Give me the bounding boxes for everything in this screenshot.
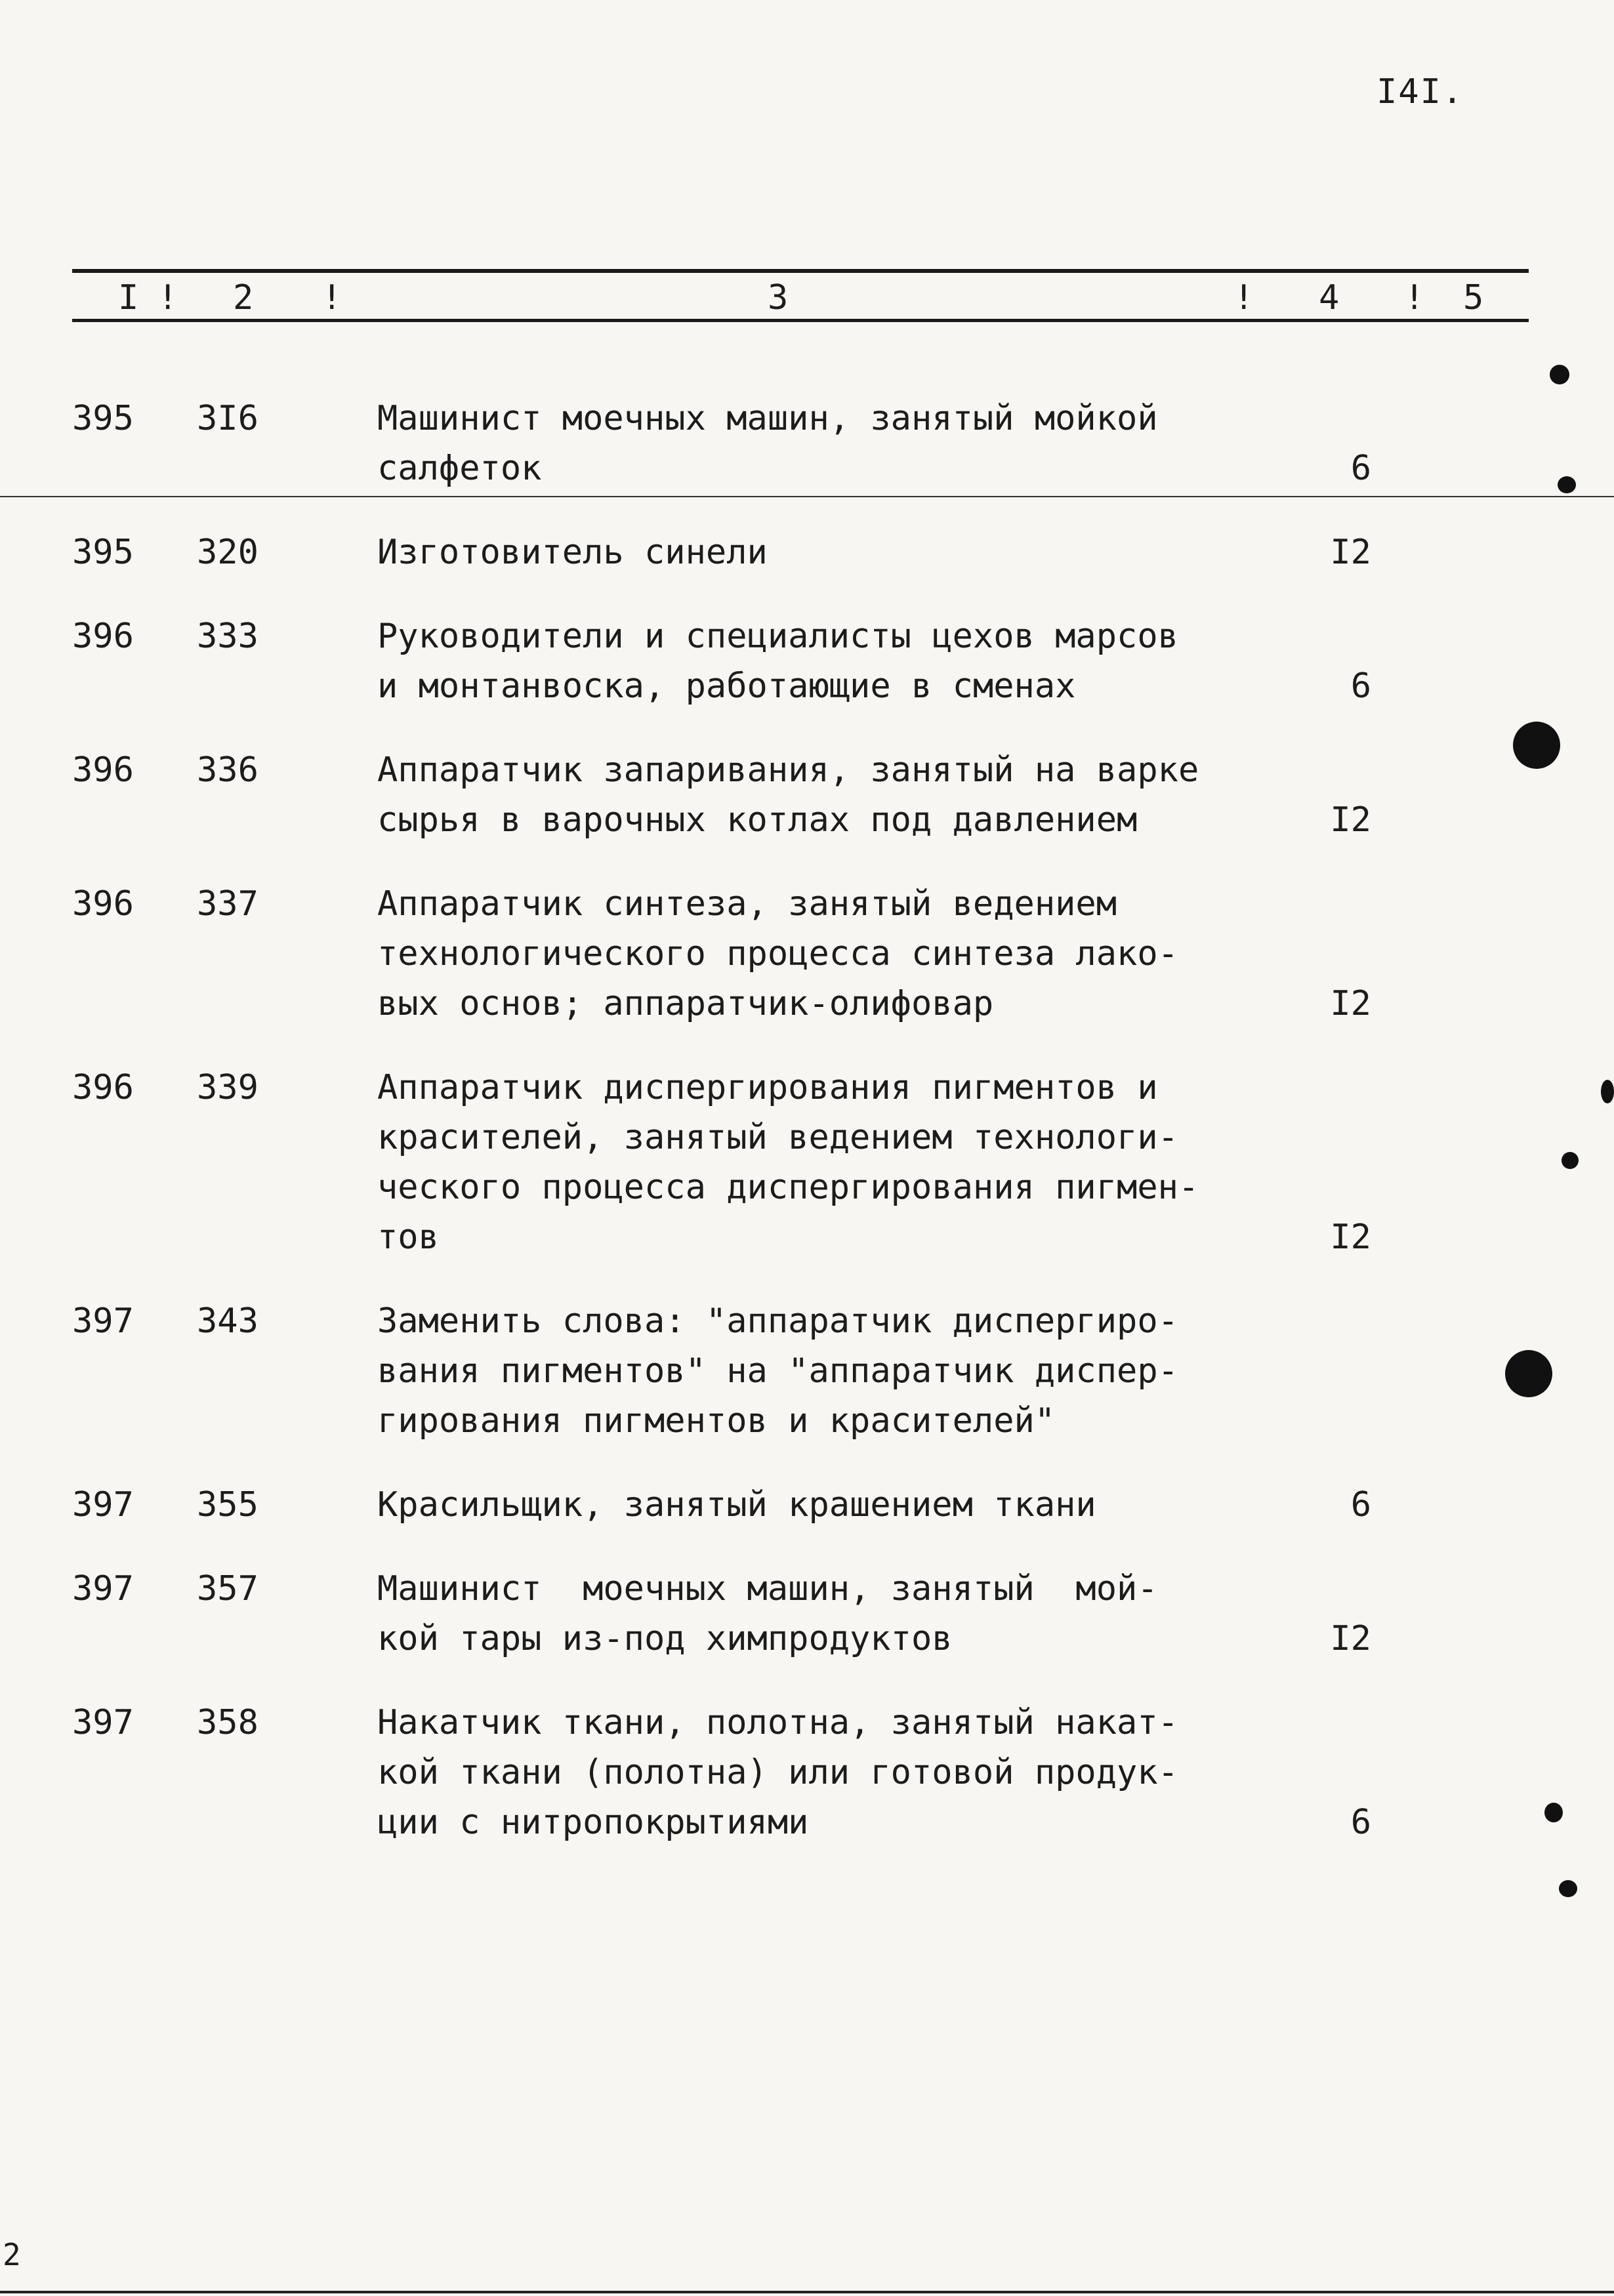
- header-sep: !: [321, 278, 342, 318]
- row-description: [377, 1296, 1296, 1446]
- description-line: Красильщик, занятый крашением ткани: [377, 1485, 1096, 1525]
- table-row: [72, 394, 1529, 493]
- header-sep: !: [1404, 278, 1425, 318]
- row-item-number: 357: [197, 1569, 259, 1609]
- header-col-4: 4: [1319, 278, 1340, 318]
- row-item-number: 358: [197, 1703, 259, 1742]
- description-line: тов: [377, 1218, 439, 1257]
- row-days: 6: [1350, 1485, 1371, 1525]
- row-page-ref: 396: [72, 617, 134, 656]
- description-line: кой ткани (полотна) или готовой продук-: [377, 1753, 1178, 1792]
- description-line: вых основ; аппаратчик-олифовар: [377, 984, 994, 1023]
- row-item-number: 3I6: [197, 399, 259, 438]
- table-row: [72, 1296, 1529, 1446]
- row-description: [377, 394, 1296, 493]
- row-description: [377, 879, 1296, 1029]
- table-rule-top: [72, 269, 1529, 273]
- description-line: вания пигментов" на "аппаратчик диспер-: [377, 1351, 1178, 1391]
- description-line: Заменить слова: "аппаратчик диспергиро-: [377, 1302, 1178, 1341]
- row-page-ref: 395: [72, 533, 134, 572]
- row-days: I2: [1330, 984, 1371, 1023]
- ink-spot: [1550, 365, 1569, 384]
- description-line: гирования пигментов и красителей": [377, 1401, 1056, 1441]
- description-line: сырья в варочных котлах под давлением: [377, 800, 1138, 840]
- description-line: Накатчик ткани, полотна, занятый накат-: [377, 1703, 1178, 1742]
- row-description: [377, 1480, 1296, 1530]
- ink-spot: [1601, 1080, 1614, 1103]
- row-item-number: 336: [197, 750, 259, 790]
- ink-spot: [1558, 476, 1576, 493]
- table-row: [72, 1480, 1529, 1530]
- row-days: 6: [1350, 1803, 1371, 1842]
- description-line: Изготовитель синели: [377, 533, 768, 572]
- table-row: [72, 527, 1529, 577]
- table-body: [72, 394, 1529, 1881]
- ink-spot: [1544, 1803, 1563, 1822]
- row-page-ref: 397: [72, 1485, 134, 1525]
- row-item-number: 339: [197, 1068, 259, 1107]
- ink-spot: [1562, 1152, 1579, 1169]
- description-line: Машинист моечных машин, занятый мой-: [377, 1569, 1158, 1609]
- row-days: I2: [1330, 800, 1371, 840]
- row-page-ref: 396: [72, 884, 134, 924]
- row-description: [377, 1564, 1296, 1664]
- punch-hole: [1505, 1350, 1552, 1397]
- row-page-ref: 397: [72, 1569, 134, 1609]
- row-description: [377, 745, 1296, 845]
- table-row: [72, 1564, 1529, 1664]
- punch-hole: [1513, 722, 1560, 769]
- header-col-5: 5: [1463, 278, 1484, 318]
- row-page-ref: 395: [72, 399, 134, 438]
- description-line: Аппаратчик диспергирования пигментов и: [377, 1068, 1158, 1107]
- description-line: технологического процесса синтеза лако-: [377, 934, 1178, 974]
- row-underline: [0, 496, 1614, 497]
- table-row: [72, 611, 1529, 711]
- row-days: I2: [1330, 533, 1371, 572]
- description-line: салфеток: [377, 449, 542, 488]
- table-rule-bottom: [72, 319, 1529, 322]
- description-line: ческого процесса диспергирования пигмен-: [377, 1168, 1199, 1207]
- row-description: [377, 611, 1296, 711]
- description-line: красителей, занятый ведением технологи-: [377, 1118, 1178, 1157]
- row-item-number: 333: [197, 617, 259, 656]
- description-line: ции с нитропокрытиями: [377, 1803, 809, 1842]
- table-row: [72, 745, 1529, 845]
- table-row: [72, 879, 1529, 1029]
- row-page-ref: 396: [72, 1068, 134, 1107]
- table-row: [72, 1063, 1529, 1262]
- page-bottom-rule: [0, 2291, 1614, 2293]
- row-page-ref: 396: [72, 750, 134, 790]
- description-line: Аппаратчик синтеза, занятый ведением: [377, 884, 1117, 924]
- header-col-1: I: [118, 278, 139, 318]
- row-page-ref: 397: [72, 1703, 134, 1742]
- header-sep: !: [1233, 278, 1254, 318]
- description-line: и монтанвоска, работающие в сменах: [377, 666, 1076, 706]
- page-number: I4I.: [1376, 72, 1464, 112]
- description-line: Машинист моечных машин, занятый мойкой: [377, 399, 1158, 438]
- row-days: 6: [1350, 666, 1371, 706]
- description-line: кой тары из-под химпродуктов: [377, 1619, 953, 1658]
- row-item-number: 337: [197, 884, 259, 924]
- row-page-ref: 397: [72, 1302, 134, 1341]
- table-row: [72, 1698, 1529, 1847]
- row-description: [377, 527, 1296, 577]
- row-item-number: 320: [197, 533, 259, 572]
- header-col-3: 3: [768, 278, 789, 318]
- row-item-number: 355: [197, 1485, 259, 1525]
- margin-mark: 2: [3, 2237, 21, 2272]
- description-line: Руководители и специалисты цехов марсов: [377, 617, 1178, 656]
- table-header-row: [72, 276, 1529, 318]
- row-days: 6: [1350, 449, 1371, 488]
- row-description: [377, 1063, 1296, 1262]
- header-col-2: 2: [233, 278, 254, 318]
- header-sep: !: [157, 278, 178, 318]
- ink-spot: [1559, 1880, 1577, 1897]
- row-days: I2: [1330, 1218, 1371, 1257]
- row-item-number: 343: [197, 1302, 259, 1341]
- row-description: [377, 1698, 1296, 1847]
- description-line: Аппаратчик запаривания, занятый на варке: [377, 750, 1199, 790]
- row-days: I2: [1330, 1619, 1371, 1658]
